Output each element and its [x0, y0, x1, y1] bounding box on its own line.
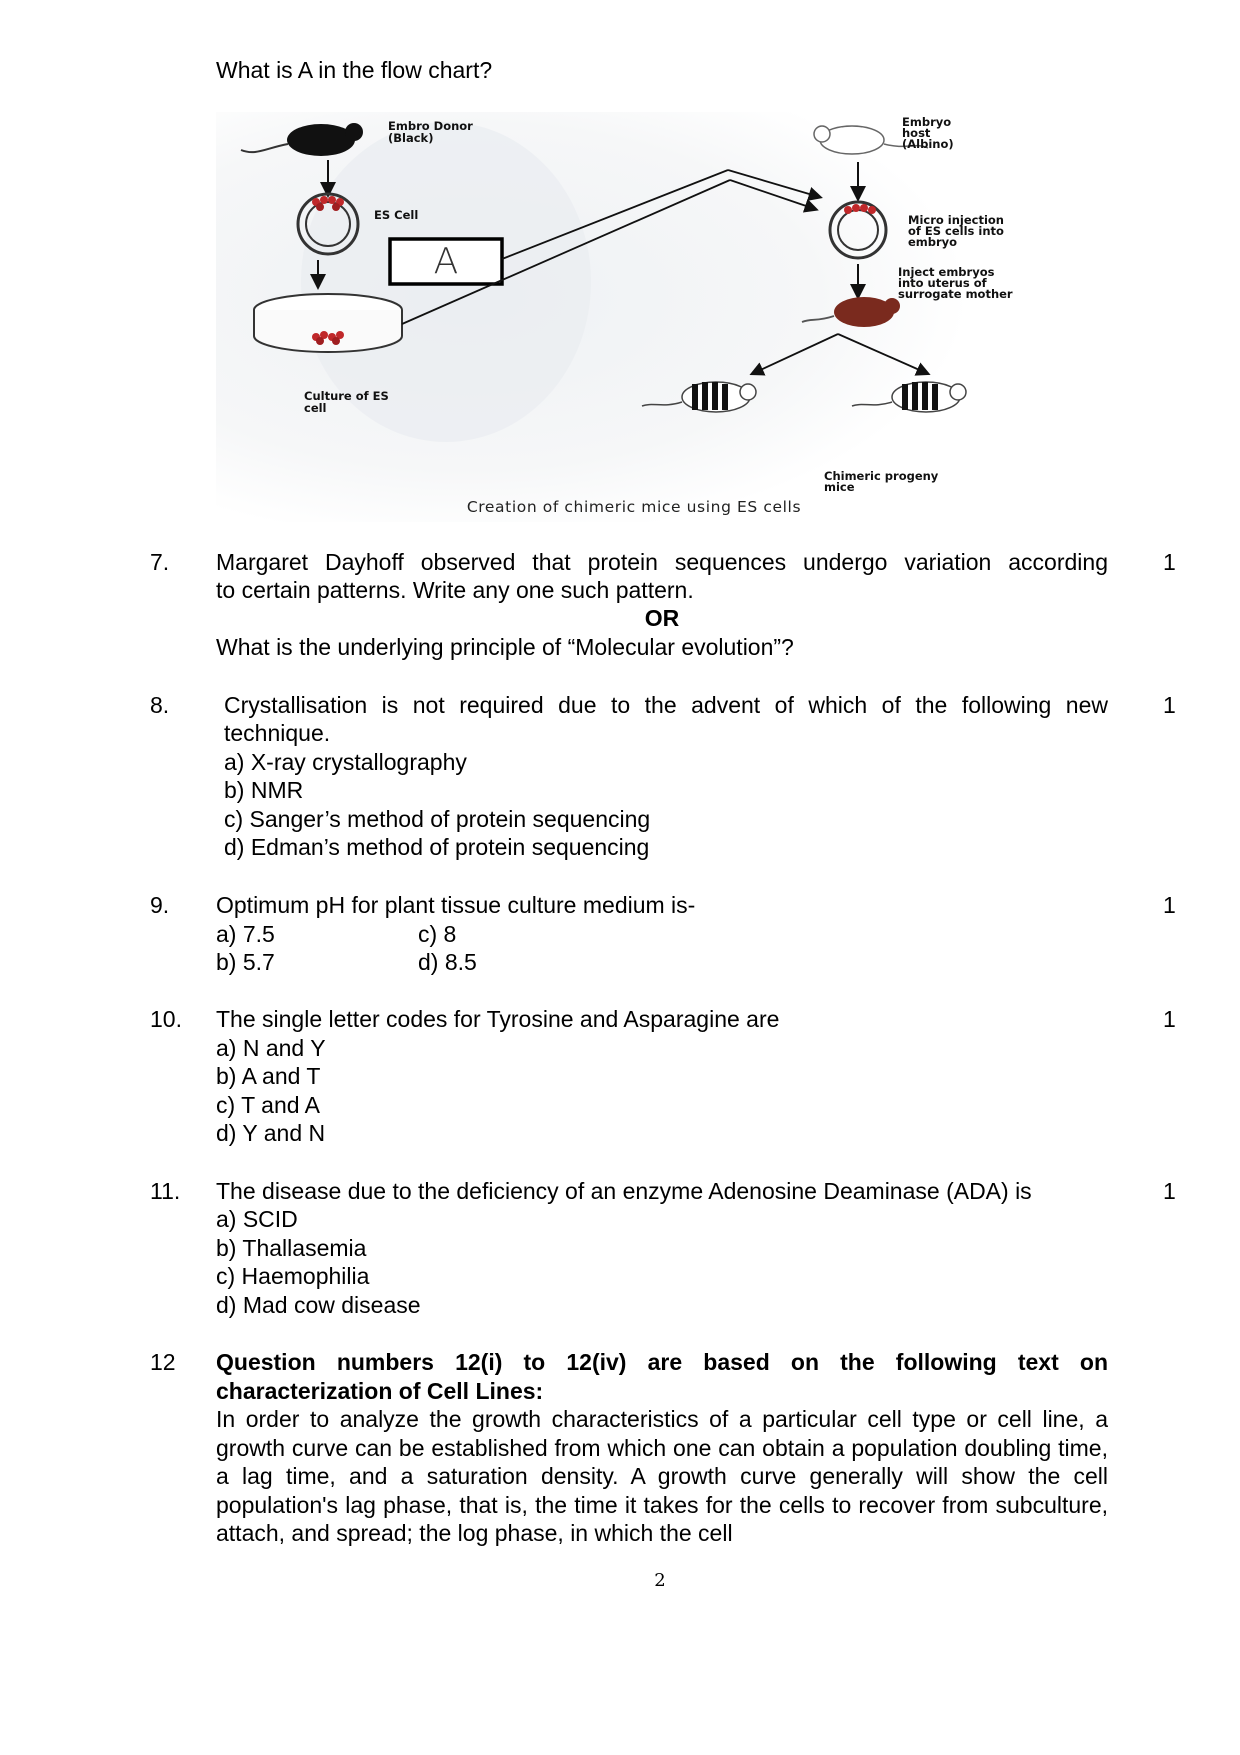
q8-number: 8. — [150, 692, 170, 718]
inject-embryos-2: into uterus of — [898, 276, 987, 290]
q9-marks: 1 — [1163, 892, 1176, 918]
q11-option-c: c) Haemophilia — [216, 1263, 370, 1289]
q11-marks: 1 — [1163, 1178, 1176, 1204]
q10-option-d: d) Y and N — [216, 1120, 326, 1146]
q7-alternative: What is the underlying principle of “Molecular evolution”? — [216, 634, 794, 660]
q11-option-a: a) SCID — [216, 1206, 298, 1232]
q8-option-a: a) X-ray crystallography — [224, 749, 467, 775]
q7-or: OR — [644, 605, 680, 631]
q7-number: 7. — [150, 549, 170, 575]
q7-marks: 1 — [1163, 549, 1176, 575]
host-label-2: host — [902, 126, 931, 140]
micro-injection-2: of ES cells into — [908, 224, 1004, 238]
donor-label-1: Embro Donor — [388, 119, 473, 133]
q8-line-1: Crystallisation is not required due to the advent of which of the following new — [224, 692, 1108, 718]
q9-option-a: a) 7.5 — [216, 921, 275, 947]
q11-option-b: b) Thallasemia — [216, 1235, 367, 1261]
q8-marks: 1 — [1163, 692, 1176, 718]
q10-option-c: c) T and A — [216, 1092, 320, 1118]
page-number: 2 — [654, 1570, 666, 1591]
micro-injection-3: embryo — [908, 235, 958, 249]
culture-dish-icon — [254, 294, 402, 352]
q8-option-b: b) NMR — [224, 777, 304, 803]
answer-box-label: A — [433, 241, 459, 282]
q7-line-1: Margaret Dayhoff observed that protein sequences undergo variation according — [216, 549, 1108, 575]
q10-option-b: b) A and T — [216, 1063, 321, 1089]
q6-prompt: What is A in the flow chart? — [216, 57, 493, 83]
q9-option-d: d) 8.5 — [418, 949, 477, 975]
q10-marks: 1 — [1163, 1006, 1176, 1032]
q10-option-a: a) N and Y — [216, 1035, 326, 1061]
q10-number: 10. — [150, 1006, 182, 1032]
chimeric-mice-flowchart — [216, 112, 1052, 522]
q11-number: 11. — [150, 1178, 181, 1204]
inject-embryos-3: surrogate mother — [898, 287, 1013, 301]
inject-embryos-1: Inject embryos — [898, 265, 995, 279]
q7-line-2: to certain patterns. Write any one such pattern. — [216, 577, 694, 603]
chimeric-label-1: Chimeric progeny — [824, 469, 939, 483]
host-label-3: (Albino) — [902, 137, 954, 151]
culture-label-2: cell — [304, 401, 327, 415]
q9-option-b: b) 5.7 — [216, 949, 275, 975]
q8-line-2: technique. — [224, 720, 331, 746]
q12-passage: In order to analyze the growth characteristics of a particular cell type or cell line, a growth curve can be established from which one can obtain a population doubling time, a lag time, and a saturation density. A growth curve generally will show the cell population's lag phase, that is, the time it takes for the cells to recover from subculture, attach, and spread; the log phase, in which the cell — [216, 1406, 1108, 1546]
q9-number: 9. — [150, 892, 170, 918]
q12-number: 12 — [150, 1349, 176, 1375]
micro-injection-1: Micro injection — [908, 213, 1004, 227]
q8-option-d: d) Edman’s method of protein sequencing — [224, 834, 650, 860]
q9-option-c: c) 8 — [418, 921, 457, 947]
es-cell-label: ES Cell — [374, 208, 419, 222]
culture-label-1: Culture of ES — [304, 389, 389, 403]
q9-text: Optimum pH for plant tissue culture medium is- — [216, 892, 696, 918]
q11-text: The disease due to the deficiency of an enzyme Adenosine Deaminase (ADA) is — [216, 1178, 1032, 1204]
q12-heading: Question numbers 12(i) to 12(iv) are based on the following text on characterization of Cell Lines: — [216, 1349, 1108, 1404]
donor-label-2: (Black) — [388, 131, 434, 145]
host-label-1: Embryo — [902, 115, 952, 129]
q10-text: The single letter codes for Tyrosine and Asparagine are — [216, 1006, 780, 1032]
q11-option-d: d) Mad cow disease — [216, 1292, 421, 1318]
chimeric-label-2: mice — [824, 480, 855, 494]
q8-option-c: c) Sanger’s method of protein sequencing — [224, 806, 651, 832]
figure-caption: Creation of chimeric mice using ES cells — [466, 498, 802, 516]
